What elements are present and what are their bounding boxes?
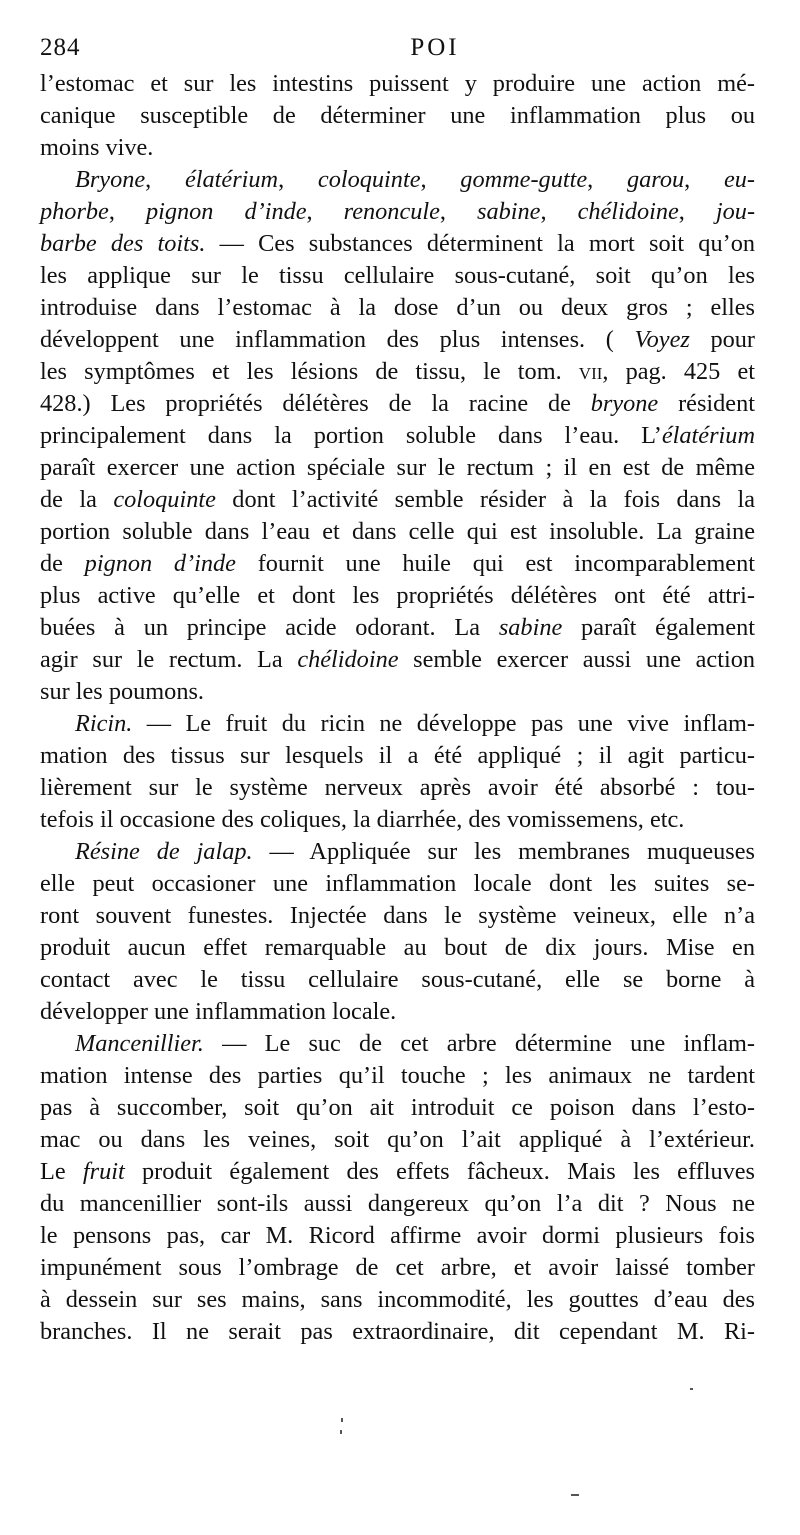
text-run: développent une inflammation des plus intenses. ( [40, 326, 635, 353]
text-line [40, 1188, 755, 1220]
italic-term: élatérium [184, 166, 279, 193]
italic-term: phorbe [40, 198, 109, 225]
text-run: produit également des effets fâcheux. Mais les effluves [124, 1158, 755, 1185]
text-line [40, 1284, 755, 1316]
text-run: le pensons pas, car M. Ricord affirme avoir dormi plusieurs fois [40, 1222, 755, 1249]
text-run: du mancenillier sont-ils aussi dangereux qu’on l’a dit ? Nous ne [40, 1190, 755, 1217]
text-run: portion soluble dans l’eau et dans celle qui est insoluble. La graine [40, 518, 755, 545]
text-line [40, 1316, 755, 1348]
text-run: les applique sur le tissu cellulaire sous-cutané, soit qu’on les [40, 262, 755, 289]
text-run: branches. Il ne serait pas extraordinaire, dit cependant M. Ri- [40, 1318, 755, 1345]
text-run: 428.) Les propriétés délétères de la racine de [40, 390, 591, 417]
text-line [40, 964, 755, 996]
text-line [40, 516, 755, 548]
ink-speck [341, 1418, 343, 1422]
text-run: , [678, 198, 716, 225]
italic-term: Mancenillier. [75, 1030, 204, 1057]
text-run: , [420, 166, 461, 193]
text-run: pas à succomber, soit qu’on ait introduit ce poison dans l’esto- [40, 1094, 755, 1121]
text-line [40, 100, 755, 132]
italic-term: eu- [723, 166, 755, 193]
text-run: dont l’activité semble résider à la fois dans la [215, 486, 755, 513]
text-run: mation des tissus sur lesquels il a été appliqué ; il agit particu- [40, 742, 755, 769]
text-line [40, 548, 755, 580]
text-line [40, 868, 755, 900]
text-line [40, 1220, 755, 1252]
text-run: mac ou dans les veines, soit qu’on l’ait appliqué à l’extérieur. [40, 1126, 755, 1153]
text-line [40, 484, 755, 516]
text-line [40, 772, 755, 804]
text-run: , [587, 166, 627, 193]
text-run: plus active qu’elle et dont les propriétés délétères ont été attri- [40, 582, 755, 609]
italic-term: élatérium [661, 422, 755, 449]
italic-term: pignon d’inde [84, 550, 236, 577]
italic-term: barbe des toits. [40, 230, 206, 257]
ink-speck [340, 1430, 342, 1434]
text-line [40, 932, 755, 964]
text-run: mation intense des parties qu’il touche ; les animaux ne tardent [40, 1062, 755, 1089]
text-run: Le [40, 1158, 83, 1185]
text-run: semble exercer aussi une action [398, 646, 755, 673]
page-header [40, 28, 755, 68]
text-line [40, 292, 755, 324]
text-line [40, 196, 755, 228]
text-line [40, 228, 755, 260]
text-run: , [684, 166, 724, 193]
text-run: de la [40, 486, 114, 513]
text-run: produit aucun effet remarquable au bout de dix jours. Mise en [40, 934, 755, 961]
text-line [40, 676, 755, 708]
text-line [40, 1028, 755, 1060]
text-line [40, 260, 755, 292]
text-line [40, 644, 755, 676]
italic-term: bryone [590, 390, 659, 417]
text-line [40, 740, 755, 772]
italic-term: fruit [82, 1158, 125, 1185]
text-line [40, 1092, 755, 1124]
text-run: , [108, 198, 146, 225]
italic-term: pignon d’inde [145, 198, 307, 225]
text-run: , [145, 166, 185, 193]
text-run: l’estomac et sur les intestins puissent y produire une action mé- [40, 70, 755, 97]
text-run: sur les poumons. [40, 678, 205, 705]
text-line [40, 1124, 755, 1156]
text-run: buées à un principe acide odorant. La [40, 614, 499, 641]
italic-term: gomme-gutte [460, 166, 588, 193]
text-run: moins vive. [40, 134, 154, 161]
text-run: de [40, 550, 85, 577]
text-run: agir sur le rectum. La [40, 646, 298, 673]
text-run: développer une inflammation locale. [40, 998, 397, 1025]
text-run: — Appliquée sur les membranes muqueuses [252, 838, 755, 865]
text-run: impunément sous l’ombrage de cet arbre, et avoir laissé tomber [40, 1254, 755, 1281]
text-run: , [439, 198, 478, 225]
italic-term: renoncule [343, 198, 440, 225]
italic-term: jou- [715, 198, 756, 225]
text-run: pour [689, 326, 755, 353]
running-head: POI [410, 34, 460, 61]
text-line [40, 356, 755, 388]
text-run: lièrement sur le système nerveux après avoir été absorbé : tou- [40, 774, 755, 801]
text-line [40, 900, 755, 932]
text-run: — Ces substances déterminent la mort soit qu’on [205, 230, 755, 257]
text-line [40, 132, 755, 164]
ink-speck [690, 1388, 693, 1390]
text-line [40, 68, 755, 100]
italic-term: coloquinte [317, 166, 421, 193]
text-line [40, 1060, 755, 1092]
body-text [40, 68, 755, 1348]
text-run: introduise dans l’estomac à la dose d’un ou deux gros ; elles [40, 294, 755, 321]
text-line [40, 996, 755, 1028]
text-run: — Le fruit du ricin ne développe pas une vive inflam- [132, 710, 755, 737]
text-run: à dessein sur ses mains, sans incommodité, les gouttes d’eau des [40, 1286, 755, 1313]
text-line [40, 1156, 755, 1188]
text-run: principalement dans la portion soluble dans l’eau. L’ [40, 422, 662, 449]
italic-term: chélidoine [577, 198, 679, 225]
text-run: — Le suc de cet arbre détermine une inflam- [203, 1030, 755, 1057]
ink-speck [571, 1494, 579, 1496]
text-line [40, 580, 755, 612]
italic-term: Résine de jalap. [75, 838, 253, 865]
text-run: paraît exercer une action spéciale sur le rectum ; il en est de même [40, 454, 755, 481]
text-run: paraît également [562, 614, 755, 641]
italic-term: sabine [498, 614, 563, 641]
page-number: 284 [40, 34, 81, 61]
text-line [40, 452, 755, 484]
text-run: elle peut occasioner une inflammation locale dont les suites se- [40, 870, 755, 897]
text-run: , [540, 198, 578, 225]
italic-term: Voyez [634, 326, 690, 353]
text-run: résident [658, 390, 755, 417]
text-line [40, 324, 755, 356]
text-run: vii [578, 358, 603, 385]
text-line [40, 420, 755, 452]
italic-term: coloquinte [113, 486, 216, 513]
text-line [40, 164, 755, 196]
text-line [40, 612, 755, 644]
text-run: fournit une huile qui est incomparablement [235, 550, 755, 577]
italic-term: sabine [477, 198, 541, 225]
italic-term: Ricin. [75, 710, 133, 737]
text-run: canique susceptible de déterminer une inflammation plus ou [40, 102, 755, 129]
text-run: , pag. 425 et [602, 358, 755, 385]
text-run: contact avec le tissu cellulaire sous-cutané, elle se borne à [40, 966, 755, 993]
italic-term: Bryone [75, 166, 146, 193]
italic-term: garou [626, 166, 685, 193]
text-line [40, 836, 755, 868]
text-run: les symptômes et les lésions de tissu, le tom. [40, 358, 579, 385]
italic-term: chélidoine [297, 646, 399, 673]
text-line [40, 708, 755, 740]
text-run: , [306, 198, 344, 225]
text-line [40, 388, 755, 420]
text-run: , [278, 166, 318, 193]
text-run: ront souvent funestes. Injectée dans le système veineux, elle n’a [40, 902, 755, 929]
text-line [40, 804, 755, 836]
text-line [40, 1252, 755, 1284]
text-run: tefois il occasione des coliques, la diarrhée, des vomissemens, etc. [40, 806, 685, 833]
